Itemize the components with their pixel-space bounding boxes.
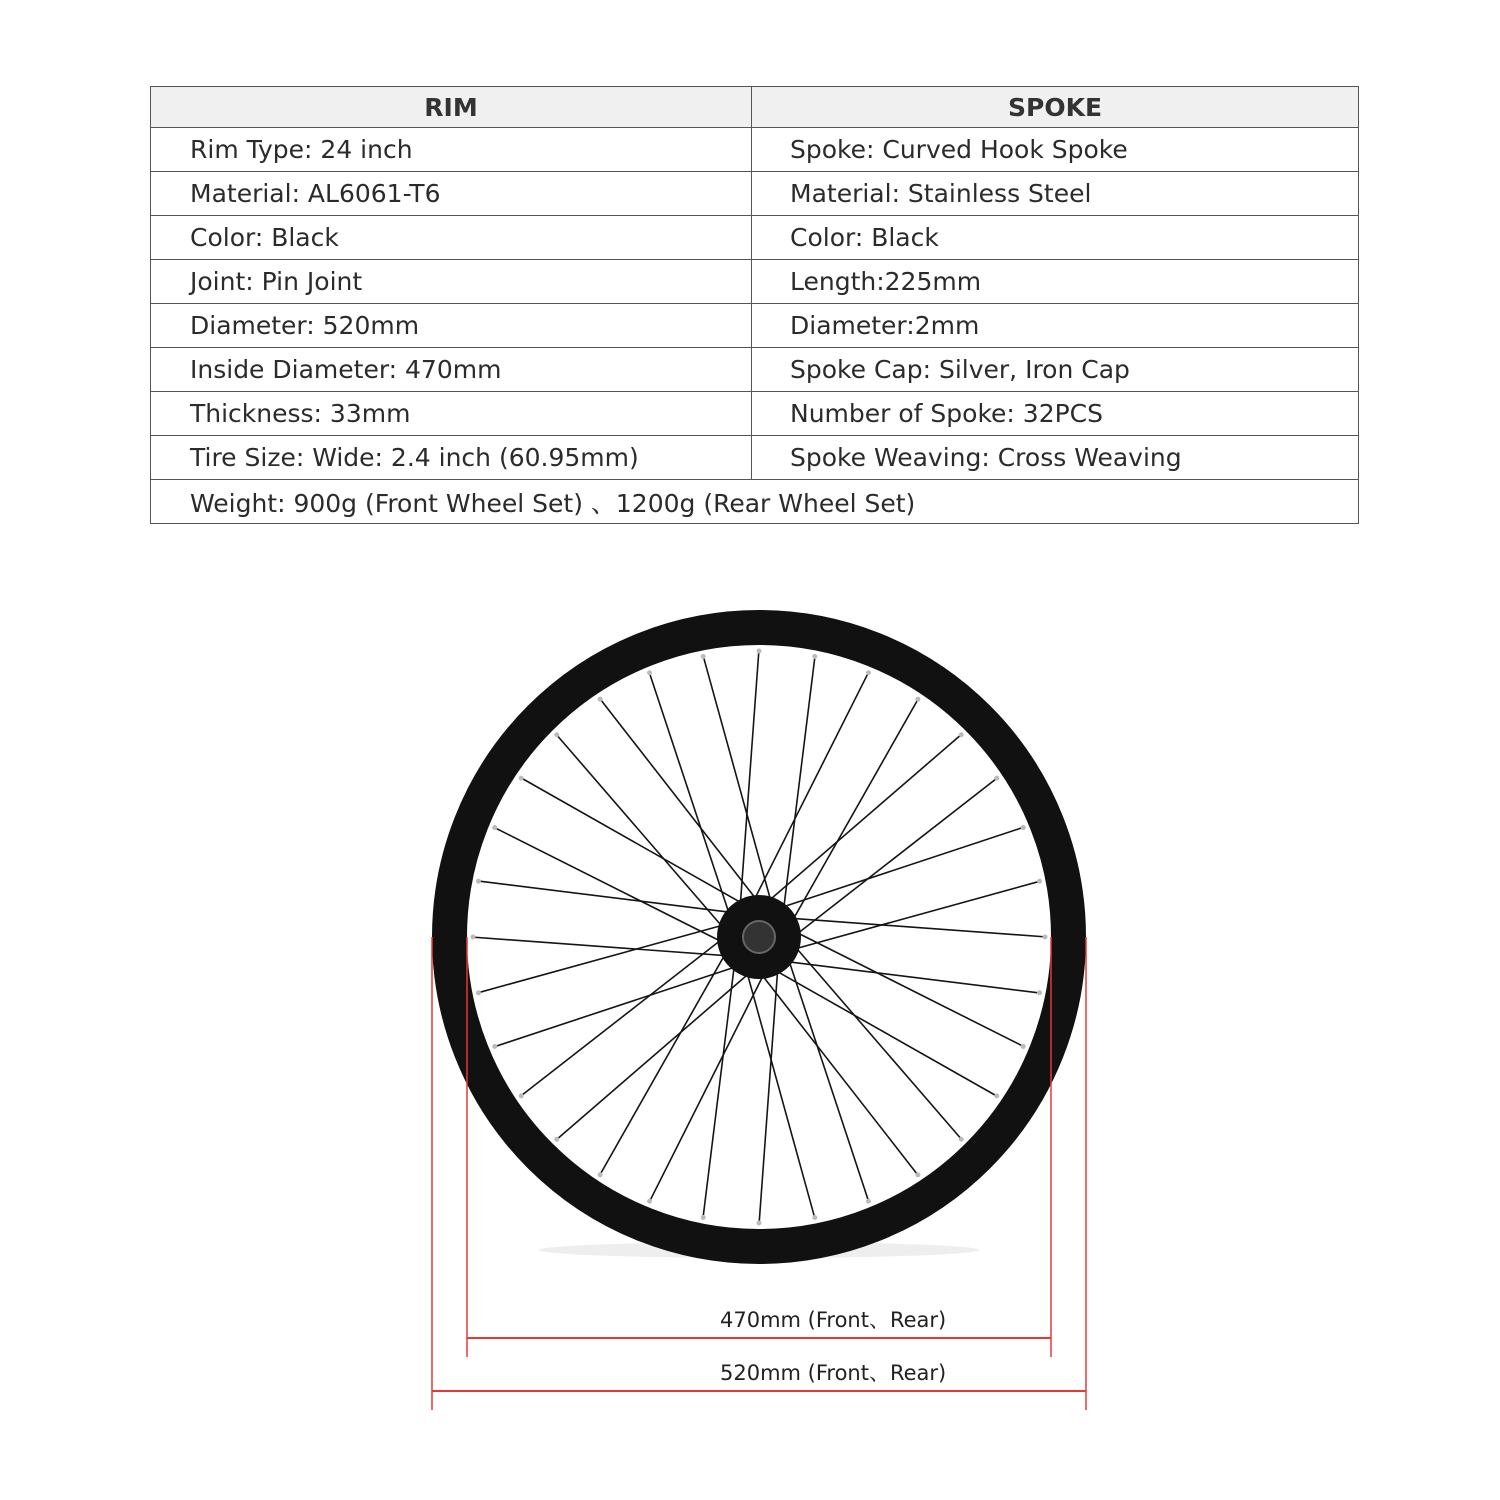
spoke (767, 733, 962, 902)
rim-spec: Inside Diameter: 470mm (151, 348, 752, 392)
spoke (555, 972, 750, 1141)
table-row-weight (151, 480, 1359, 524)
spoke (795, 931, 1026, 1047)
spoke-nipple (701, 654, 706, 659)
spoke-spec: Spoke Cap: Silver, Iron Cap (752, 348, 1359, 392)
table-row (151, 392, 1359, 436)
spoke-nipple (519, 776, 524, 781)
spoke-nipple (757, 649, 762, 654)
spoke (477, 881, 733, 913)
rim-spec: Color: Black (151, 216, 752, 260)
header-rim: RIM (151, 87, 752, 128)
spoke-spec: Color: Black (752, 216, 1359, 260)
table-row (151, 348, 1359, 392)
hub-axle (743, 921, 775, 953)
spec-table (150, 86, 1359, 524)
spoke-nipple (492, 1044, 497, 1049)
spoke-nipple (959, 1137, 964, 1142)
weight-spec: Weight: 900g (Front Wheel Set) 、1200g (Rear Wheel Set) (151, 480, 1359, 524)
spoke-nipple (959, 732, 964, 737)
spoke-spec: Spoke: Curved Hook Spoke (752, 128, 1359, 172)
rim-spec: Rim Type: 24 inch (151, 128, 752, 172)
spoke (649, 973, 765, 1204)
spoke-nipple (647, 1199, 652, 1204)
spoke-nipple (1037, 879, 1042, 884)
spoke (740, 649, 759, 906)
table-row (151, 172, 1359, 216)
spoke-nipple (866, 670, 871, 675)
spoke-spec: Material: Stainless Steel (752, 172, 1359, 216)
spoke (471, 937, 728, 956)
rim-spec: Tire Size: Wide: 2.4 inch (60.95mm) (151, 436, 752, 480)
spoke (783, 655, 815, 911)
rim-spec: Material: AL6061-T6 (151, 172, 752, 216)
table-row (151, 436, 1359, 480)
spoke-nipple (554, 1137, 559, 1142)
table-row (151, 304, 1359, 348)
outer-diameter-label: 520mm (Front、Rear) (720, 1361, 947, 1385)
spoke (493, 827, 724, 943)
spoke (795, 777, 998, 936)
spoke (790, 918, 1047, 937)
spoke-nipple (994, 776, 999, 781)
rim-spec: Thickness: 33mm (151, 392, 752, 436)
spoke (794, 945, 963, 1140)
table-row (151, 216, 1359, 260)
spoke (520, 938, 723, 1097)
header-spoke: SPOKE (752, 87, 1359, 128)
table-row (151, 128, 1359, 172)
spoke-spec: Number of Spoke: 32PCS (752, 392, 1359, 436)
spoke-spec: Diameter:2mm (752, 304, 1359, 348)
spoke (599, 698, 758, 901)
table-row (151, 260, 1359, 304)
spoke-nipple (701, 1215, 706, 1220)
spoke-spec: Spoke Weaving: Cross Weaving (752, 436, 1359, 480)
inner-diameter-label: 470mm (Front、Rear) (720, 1308, 947, 1332)
rim-spec: Joint: Pin Joint (151, 260, 752, 304)
spoke (785, 961, 1041, 993)
spoke-nipple (812, 654, 817, 659)
spoke (753, 671, 869, 902)
spoke-nipple (519, 1093, 524, 1098)
spoke-nipple (866, 1199, 871, 1204)
spoke (555, 733, 724, 928)
spoke-nipple (476, 990, 481, 995)
spoke-spec: Length:225mm (752, 260, 1359, 304)
spoke-nipple (915, 697, 920, 702)
spoke (759, 968, 778, 1225)
spoke-nipple (476, 879, 481, 884)
spoke-nipple (1037, 990, 1042, 995)
spoke-nipple (647, 670, 652, 675)
spoke (703, 963, 735, 1219)
spoke-nipple (1021, 1044, 1026, 1049)
spoke-nipple (598, 697, 603, 702)
spoke-nipple (471, 935, 476, 940)
spoke-nipple (757, 1221, 762, 1226)
rim-spec: Diameter: 520mm (151, 304, 752, 348)
spoke-nipple (492, 825, 497, 830)
table-header-row (151, 87, 1359, 128)
spoke-nipple (598, 1172, 603, 1177)
spoke-nipple (1043, 935, 1048, 940)
spoke-nipple (994, 1093, 999, 1098)
spoke-nipple (1021, 825, 1026, 830)
spoke (760, 973, 919, 1176)
spoke-nipple (915, 1172, 920, 1177)
spoke-nipple (554, 732, 559, 737)
spoke-nipple (812, 1215, 817, 1220)
